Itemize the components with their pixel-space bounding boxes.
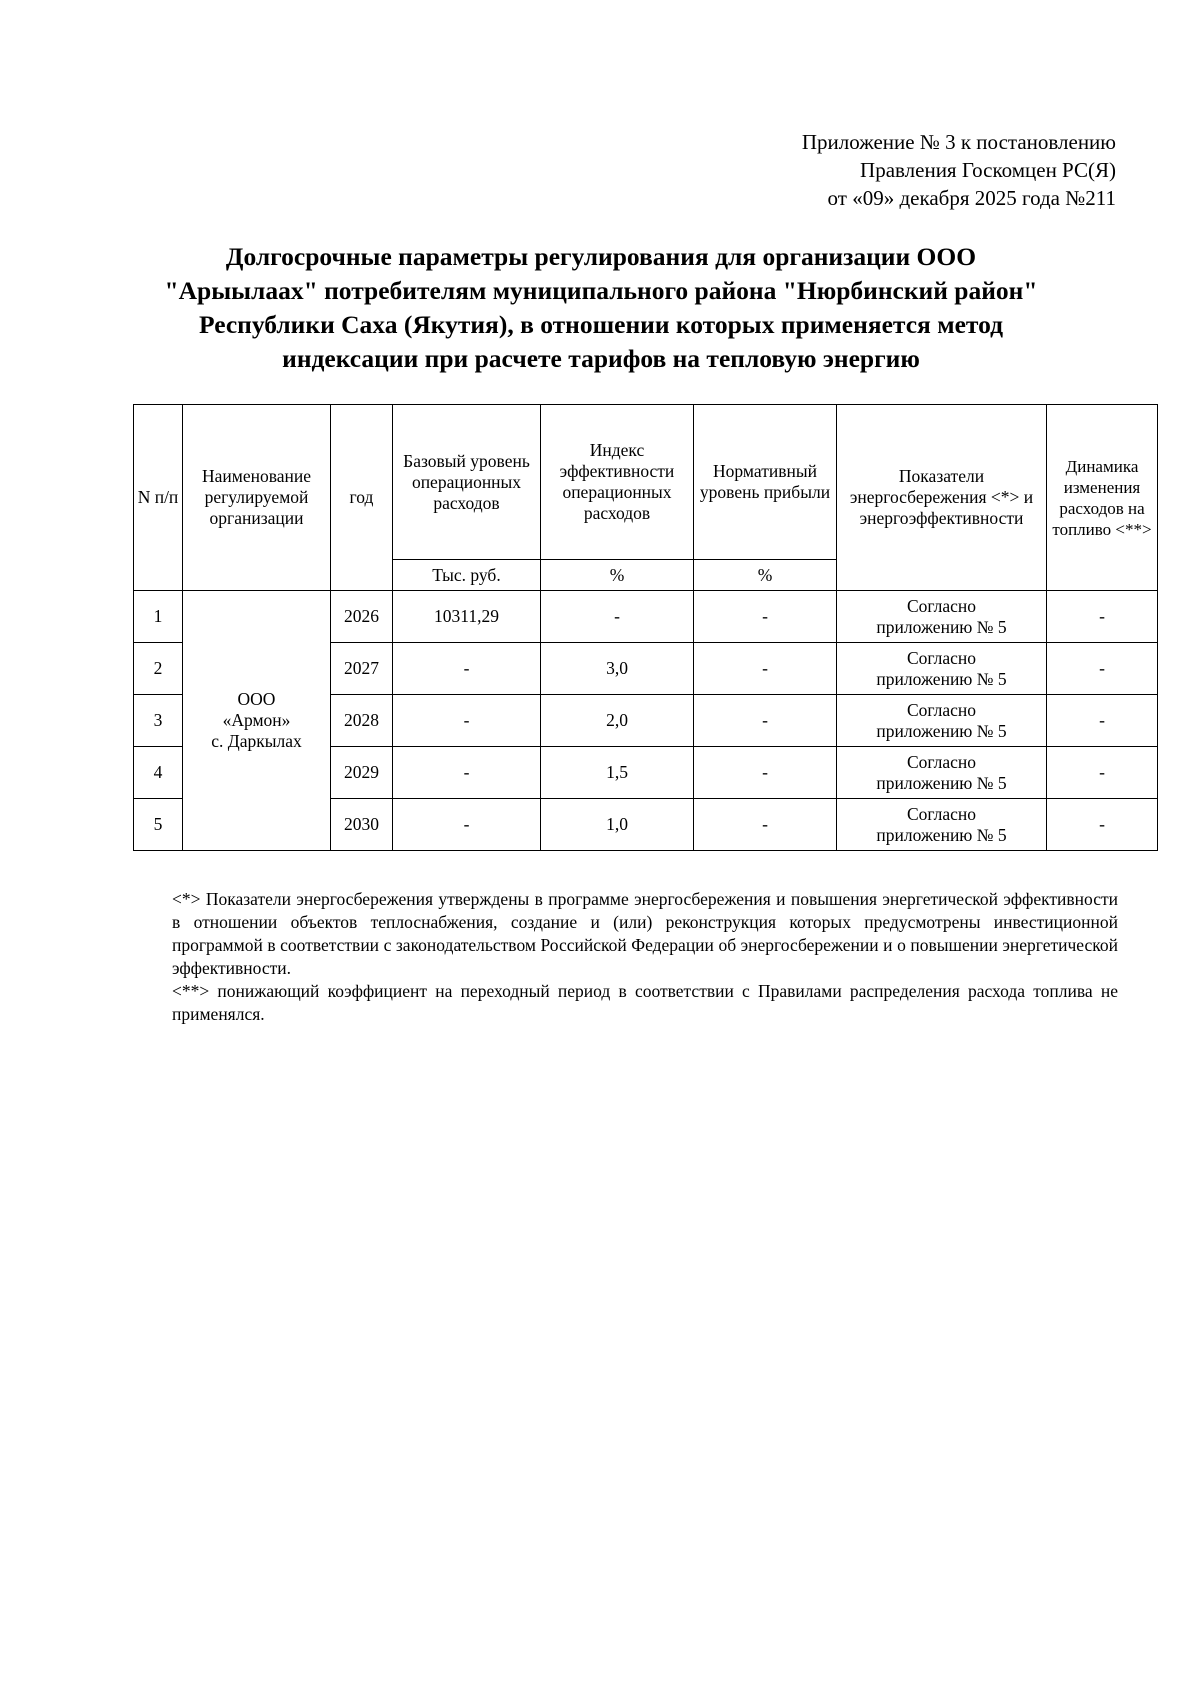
cell-index: -	[541, 591, 694, 643]
cell-profit: -	[694, 799, 837, 851]
unit-profit-level: %	[694, 560, 837, 591]
cell-index: 1,5	[541, 747, 694, 799]
cell-index: 3,0	[541, 643, 694, 695]
cell-profit: -	[694, 695, 837, 747]
unit-base-expenses: Тыс. руб.	[393, 560, 541, 591]
cell-year: 2026	[331, 591, 393, 643]
cell-base: -	[393, 747, 541, 799]
organization-line-2: «Армон»	[222, 710, 291, 730]
cell-profit: -	[694, 747, 837, 799]
header-num: N п/п	[134, 405, 183, 591]
energy-text-line-1: Согласно	[906, 803, 977, 824]
header-base-expenses: Базовый уровень операционных расходов	[393, 405, 541, 560]
energy-text-line-1: Согласно	[906, 595, 977, 616]
document-title: Долгосрочные параметры регулирования для организации ООО "Арыылаах" потребителям муниципального района "Нюрбинский район" Республики Саха (Якутия), в отношении которых применяется метод индексации при расчете тарифов на тепловую энергию	[164, 242, 1038, 373]
cell-base: -	[393, 643, 541, 695]
cell-index: 1,0	[541, 799, 694, 851]
cell-num: 1	[134, 591, 183, 643]
cell-energy	[837, 591, 1047, 643]
appendix-line-2: Правления Госкомцен РС(Я)	[860, 158, 1116, 182]
energy-text-line-1: Согласно	[906, 751, 977, 772]
energy-text-line-1: Согласно	[906, 647, 977, 668]
cell-year: 2027	[331, 643, 393, 695]
cell-num: 3	[134, 695, 183, 747]
appendix-line-1: Приложение № 3 к постановлению	[801, 130, 1116, 154]
header-energy-saving: Показатели энергосбережения <*> и энергоэффективности	[837, 405, 1047, 591]
cell-energy	[837, 799, 1047, 851]
cell-base: -	[393, 799, 541, 851]
cell-profit: -	[694, 591, 837, 643]
energy-text-line-2: приложению № 5	[876, 720, 1007, 741]
organization-line-3: с. Даркылах	[211, 731, 302, 751]
cell-fuel: -	[1047, 799, 1158, 851]
energy-text-line-2: приложению № 5	[876, 772, 1007, 793]
table-header-row	[134, 405, 1158, 560]
unit-efficiency-index: %	[541, 560, 694, 591]
cell-fuel: -	[1047, 695, 1158, 747]
cell-organization	[183, 591, 331, 851]
header-year: год	[331, 405, 393, 591]
appendix-line-3: от «09» декабря 2025 года №211	[827, 186, 1116, 210]
cell-num: 4	[134, 747, 183, 799]
footnote-1: <*> Показатели энергосбережения утверждены в программе энергосбережения и повышения энергетической эффективности в отношении объектов теплоснабжения, создание и (или) реконструкция которых предусмотрены инвестиционной программой в соответствии с законодательством Российской Федерации об энергосбережении и о повышении энергетической эффективности.	[172, 889, 1118, 978]
cell-energy	[837, 747, 1047, 799]
cell-base: 10311,29	[393, 591, 541, 643]
cell-year: 2028	[331, 695, 393, 747]
parameters-table	[133, 404, 1158, 851]
energy-text-line-2: приложению № 5	[876, 824, 1007, 845]
organization-line-1: ООО	[237, 689, 276, 709]
cell-num: 2	[134, 643, 183, 695]
cell-year: 2030	[331, 799, 393, 851]
cell-profit: -	[694, 643, 837, 695]
header-fuel-dynamics: Динамика изменения расходов на топливо <**>	[1047, 405, 1158, 591]
appendix-header	[802, 128, 1116, 212]
table-row	[134, 591, 1158, 643]
energy-text-line-2: приложению № 5	[876, 616, 1007, 637]
cell-fuel: -	[1047, 643, 1158, 695]
cell-base: -	[393, 695, 541, 747]
footnotes	[172, 888, 1118, 1026]
cell-fuel: -	[1047, 591, 1158, 643]
cell-num: 5	[134, 799, 183, 851]
cell-energy	[837, 643, 1047, 695]
energy-text-line-2: приложению № 5	[876, 668, 1007, 689]
cell-fuel: -	[1047, 747, 1158, 799]
header-efficiency-index: Индекс эффективности операционных расходов	[541, 405, 694, 560]
header-organization: Наименование регулируемой организации	[183, 405, 331, 591]
footnote-2: <**> понижающий коэффициент на переходный период в соответствии с Правилами распределения расхода топлива не применялся.	[172, 981, 1118, 1024]
energy-text-line-1: Согласно	[906, 699, 977, 720]
cell-energy	[837, 695, 1047, 747]
cell-year: 2029	[331, 747, 393, 799]
header-profit-level: Нормативный уровень прибыли	[694, 405, 837, 560]
cell-index: 2,0	[541, 695, 694, 747]
